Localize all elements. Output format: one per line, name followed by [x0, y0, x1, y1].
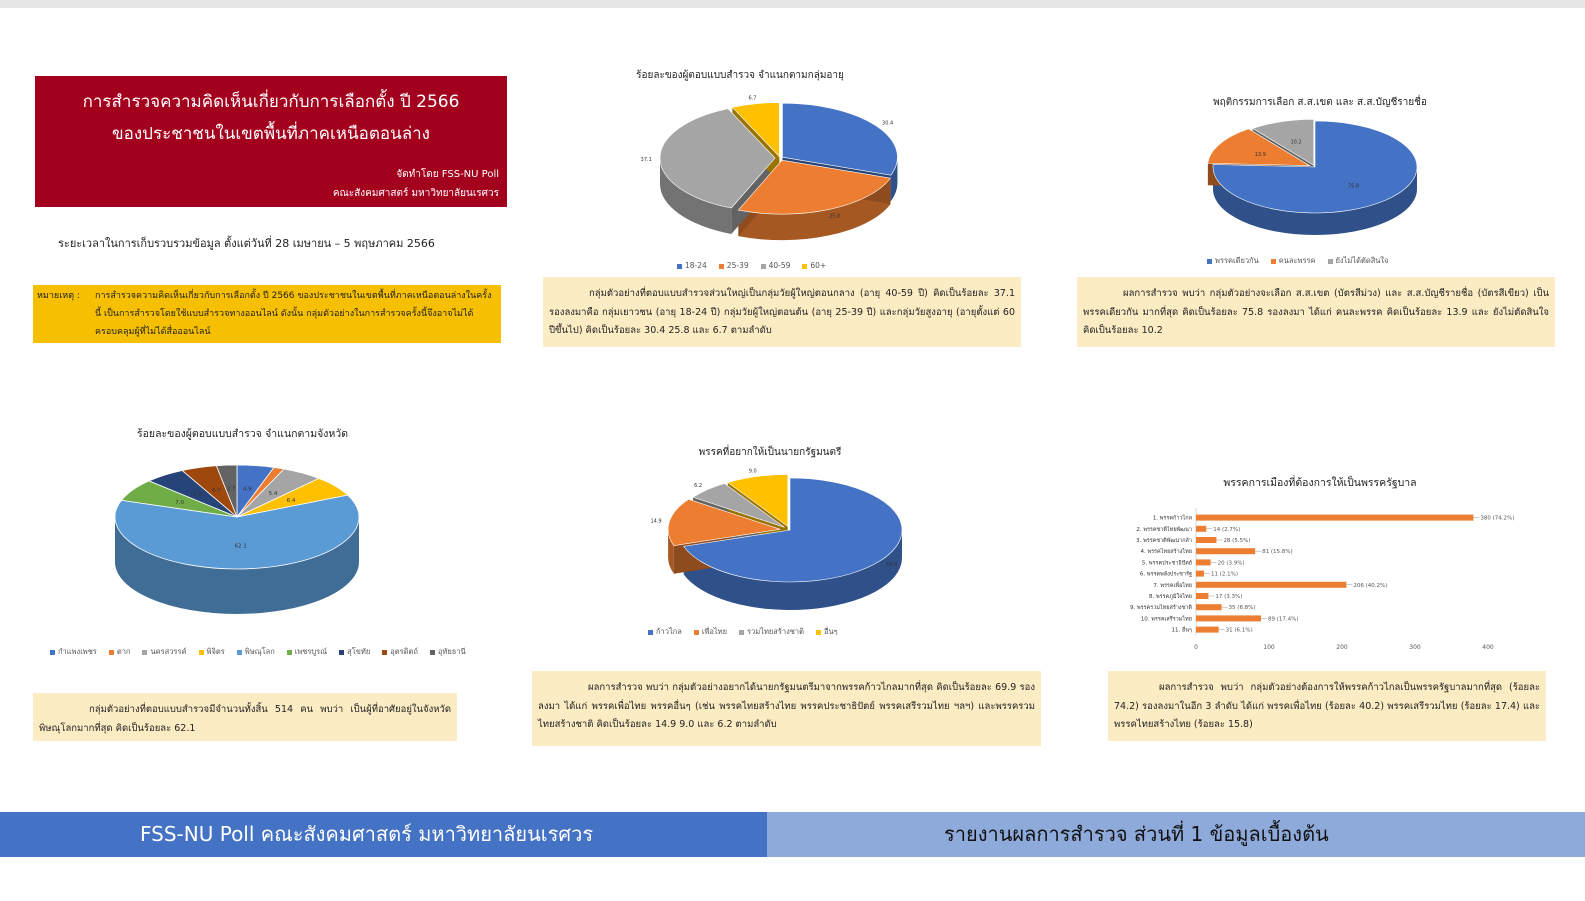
age-legend-swatch-0: [677, 264, 682, 269]
province-label-8: 2.7: [226, 486, 236, 493]
age-legend-swatch-3: [802, 264, 807, 269]
province-legend-item-0: [50, 647, 97, 656]
note-box: [33, 285, 501, 343]
pm-legend-label-1: เพื่อไทย: [701, 627, 727, 636]
age-legend-item-2: [761, 261, 791, 270]
chart-title-gov: พรรคการเมืองที่ต้องการให้เป็นพรรครัฐบาล: [1223, 477, 1417, 489]
province-legend-label-2: นครสวรรค์: [150, 647, 187, 656]
description-province: กลุ่มตัวอย่างที่ตอบแบบสำรวจมีจำนวนทั้งสิ้น 514 คน พบว่า เป็นผู้ที่อาศัยอยู่ในจังหวัดพิษณุโลกมากที่สุด คิดเป็นร้อยละ 62.1: [33, 693, 457, 741]
behavior-label-2: 10.2: [1290, 139, 1302, 146]
gov-category-7: 8. พรรคภูมิใจไทย: [1149, 594, 1192, 600]
age-legend-label-2: 40-59: [768, 261, 791, 270]
footer-left: [0, 812, 767, 857]
age-legend-swatch-1: [719, 264, 724, 269]
legend-behavior: [1207, 255, 1400, 267]
province-pie-top: [115, 465, 359, 569]
gov-bar-6: [1196, 582, 1346, 588]
province-legend-label-1: ตาก: [116, 647, 131, 656]
province-legend-swatch-4: [237, 650, 242, 655]
footer-left-text: FSS-NU Poll คณะสังคมศาสตร์ มหาวิทยาลัยนเรศวร: [140, 822, 594, 846]
gov-value-label-3: 81 (15.8%): [1262, 549, 1293, 556]
province-legend-label-6: สุโขทัย: [347, 647, 371, 656]
province-legend-swatch-6: [339, 650, 344, 655]
behavior-legend-swatch-1: [1271, 259, 1276, 264]
behavior-label-1: 13.9: [1254, 151, 1266, 158]
age-legend-swatch-2: [761, 264, 766, 269]
gov-category-8: 9. พรรครวมไทยสร้างชาติ: [1130, 605, 1192, 612]
gov-value-label-6: 206 (40.2%): [1353, 582, 1388, 589]
organizer-line1: จัดทำโดย FSS-NU Poll: [396, 169, 499, 180]
pm-legend-swatch-3: [816, 630, 821, 635]
behavior-legend-label-1: คนละพรรค: [1278, 256, 1316, 265]
legend-age: [677, 261, 838, 270]
gov-xtick-3: 300: [1409, 644, 1421, 652]
province-legend-label-5: เพชรบูรณ์: [294, 647, 328, 656]
behavior-legend-swatch-2: [1328, 259, 1333, 264]
chart-title-behavior: พฤติกรรมการเลือก ส.ส.เขต และ ส.ส.บัญชีรายชื่อ: [1213, 97, 1427, 108]
gov-value-label-7: 17 (3.3%): [1215, 594, 1243, 600]
age-legend-label-0: 18-24: [685, 261, 707, 270]
gov-bar-4: [1196, 559, 1211, 565]
pm-label-1: 14.9: [650, 518, 662, 525]
age-label-0: 30.4: [882, 120, 894, 127]
pm-label-3: 9.0: [748, 468, 757, 475]
pm-legend-swatch-1: [694, 630, 699, 635]
pm-label-0: 69.9: [886, 562, 898, 569]
pm-legend-swatch-2: [739, 630, 744, 635]
age-legend-label-1: 25-39: [726, 261, 749, 270]
note-text: การสำรวจความคิดเห็นเกี่ยวกับการเลือกตั้ง ปี 2566 ของประชาชนในเขตพื้นที่ภาคเหนือตอนล่างในครั้งนี้ เป็นการสำรวจโดยใช้แบบสำรวจทางออนไลน์ ดังนั้น กลุ่มตัวอย่างในการสำรวจครั้งนี้จึงอาจไม่ได้ครอบคลุมผู้ที่ไม่ได้สื่อออนไลน์: [95, 291, 492, 337]
gov-category-5: 6. พรรคพลังประชารัฐ: [1139, 571, 1192, 578]
age-pie-chart: [640, 88, 920, 253]
province-legend-swatch-7: [382, 650, 387, 655]
age-legend-item-1: [719, 261, 749, 270]
behavior-legend-item-2: [1328, 256, 1389, 265]
province-label-5: 7.0: [175, 500, 185, 507]
behavior-legend-swatch-0: [1207, 259, 1212, 264]
survey-period: ระยะเวลาในการเก็บรวบรวมข้อมูล ตั้งแต่วันที่ 28 เมษายน – 5 พฤษภาคม 2566: [58, 237, 435, 250]
gov-bar-chart: [1100, 500, 1550, 652]
province-legend-item-1: [109, 647, 131, 656]
gov-value-label-10: 31 (6.1%): [1225, 627, 1253, 634]
gov-bar-3: [1196, 548, 1255, 554]
age-legend-label-3: 60+: [810, 261, 827, 270]
behavior-legend-label-0: พรรคเดียวกัน: [1215, 256, 1259, 265]
gov-category-9: 10. พรรคเสรีรวมไทย: [1140, 616, 1192, 623]
age-legend-item-0: [677, 261, 707, 270]
behavior-legend-label-2: ยังไม่ได้ตัดสินใจ: [1335, 256, 1389, 265]
legend-pm: [648, 626, 850, 638]
province-legend-swatch-1: [109, 650, 114, 655]
province-legend-label-3: พิจิตร: [206, 647, 225, 656]
province-legend-swatch-0: [50, 650, 55, 655]
province-legend-swatch-2: [142, 650, 147, 655]
gov-value-label-2: 28 (5.5%): [1223, 538, 1251, 544]
pm-legend-label-2: รวมไทยสร้างชาติ: [747, 627, 804, 636]
gov-bar-7: [1196, 593, 1208, 599]
province-legend-label-4: พิษณุโลก: [244, 647, 275, 656]
footer-right: [767, 812, 1585, 857]
gov-category-2: 3. พรรคชาติพัฒนากล้า: [1136, 538, 1192, 544]
behavior-legend-item-1: [1271, 256, 1316, 265]
province-legend-item-5: [287, 647, 327, 656]
description-pm: ผลการสำรวจ พบว่า กลุ่มตัวอย่างอยากได้นายกรัฐมนตรีมาจากพรรคก้าวไกลมากที่สุด คิดเป็นร้อยละ 69.9 รองลงมา ได้แก่ พรรคเพื่อไทย พรรคอื่นๆ (เช่น พรรคไทยสร้างไทย พรรคประชาธิปัตย์ พรรคเสรีรวมไทย ฯลฯ) และพรรครวมไทยสร้างชาติ คิดเป็นร้อยละ 14.9 9.0 และ 6.2 ตามลำดับ: [532, 671, 1041, 746]
gov-bar-10: [1196, 627, 1219, 633]
pm-legend-swatch-0: [648, 630, 653, 635]
province-legend-item-4: [237, 647, 275, 656]
gov-category-3: 4. พรรคไทยสร้างไทย: [1140, 549, 1192, 556]
top-bar: [0, 0, 1585, 8]
province-label-2: 5.4: [268, 490, 278, 497]
chart-title-pm: พรรคที่อยากให้เป็นนายกรัฐมนตรี: [698, 447, 842, 458]
pm-legend-item-3: [816, 627, 838, 636]
chart-title-province: ร้อยละของผู้ตอบแบบสำรวจ จำแนกตามจังหวัด: [136, 428, 349, 440]
behavior-label-0: 75.8: [1347, 183, 1360, 190]
description-age: กลุ่มตัวอย่างที่ตอบแบบสำรวจส่วนใหญ่เป็นกลุ่มวัยผู้ใหญ่ตอนกลาง (อายุ 40-59 ปี) คิดเป็นร้อยละ 37.1 รองลงมาคือ กลุ่มเยาวชน (อายุ 18-24 ปี) กลุ่มวัยผู้ใหญ่ตอนต้น (อายุ 25-39 ปี) และกลุ่มวัยสูงอายุ (อายุตั้งแต่ 60 ปีขึ้นไป) คิดเป็นร้อยละ 30.4 25.8 และ 6.7 ตามลำดับ: [543, 277, 1021, 347]
age-label-3: 6.7: [748, 95, 757, 102]
gov-bar-2: [1196, 537, 1216, 543]
pm-legend-label-3: อื่นๆ: [823, 627, 838, 636]
gov-xtick-0: 0: [1194, 644, 1198, 652]
gov-category-6: 7. พรรคเพื่อไทย: [1153, 582, 1192, 589]
legend-province: [50, 646, 478, 658]
gov-bar-5: [1196, 571, 1204, 577]
province-label-6: 5.4: [192, 491, 202, 498]
pm-label-2: 6.2: [694, 483, 703, 490]
pm-pie-chart: [630, 460, 930, 620]
province-legend-item-7: [382, 647, 418, 656]
gov-category-10: 11. อื่นๆ: [1171, 627, 1192, 634]
report-title-box: [35, 76, 507, 207]
province-legend-swatch-3: [199, 650, 204, 655]
gov-xtick-1: 100: [1263, 644, 1275, 652]
age-label-2: 37.1: [640, 156, 652, 163]
gov-x-ticks: [1194, 644, 1494, 651]
province-legend-label-0: กำแพงเพชร: [58, 647, 97, 656]
province-legend-item-8: [430, 647, 466, 656]
description-behavior: ผลการสำรวจ พบว่า กลุ่มตัวอย่างจะเลือก ส.ส.เขต (บัตรสีม่วง) และ ส.ส.บัญชีรายชื่อ (บัตรสีเขียว) เป็น พรรคเดียวกัน มากที่สุด คิดเป็นร้อยละ 75.8 รองลงมา ได้แก่ คนละพรรค คิดเป็นร้อยละ 13.9 และ ยังไม่ตัดสินใจ คิดเป็นร้อยละ 10.2: [1077, 277, 1555, 347]
description-gov: ผลการสำรวจ พบว่า กลุ่มตัวอย่างต้องการให้พรรคก้าวไกลเป็นพรรครัฐบาลมากที่สุด (ร้อยละ 74.2) รองลงมาในอีก 3 ลำดับ ได้แก่ พรรคเพื่อไทย (ร้อยละ 40.2) พรรคเสรีรวมไทย (ร้อยละ 17.4) และ พรรคไทยสร้างไทย (ร้อยละ 15.8): [1108, 671, 1546, 741]
report-title-line2: ของประชาชนในเขตพื้นที่ภาคเหนือตอนล่าง: [112, 124, 430, 144]
pm-legend-item-2: [739, 627, 804, 636]
gov-category-4: 5. พรรคประชาธิปัตย์: [1141, 560, 1192, 567]
province-label-4: 62.1: [234, 543, 247, 550]
behavior-pie-chart: [1190, 112, 1440, 250]
gov-category-1: 2. พรรคชาติไทยพัฒนา: [1136, 526, 1192, 533]
footer-right-text: รายงานผลการสำรวจ ส่วนที่ 1 ข้อมูลเบื้องต้น: [944, 822, 1329, 846]
gov-bars: [1130, 515, 1514, 634]
province-legend-item-2: [142, 647, 186, 656]
pm-legend-item-1: [694, 627, 727, 636]
pm-legend-item-0: [648, 627, 682, 636]
gov-bar-9: [1196, 615, 1261, 621]
pm-legend-label-0: ก้าวไกล: [656, 627, 682, 636]
province-legend-label-8: อุทัยธานี: [437, 647, 466, 656]
behavior-legend-item-0: [1207, 256, 1259, 265]
organizer-line2: คณะสังคมศาสตร์ มหาวิทยาลัยนเรศวร: [332, 188, 499, 199]
province-legend-swatch-8: [430, 650, 435, 655]
gov-value-label-8: 35 (6.8%): [1228, 605, 1256, 612]
gov-bar-1: [1196, 526, 1206, 532]
province-pie-chart: [100, 455, 380, 640]
province-label-0: 4.9: [242, 486, 252, 493]
age-legend-item-3: [802, 261, 826, 270]
province-label-7: 4.7: [211, 487, 221, 494]
gov-category-0: 1. พรรคก้าวไกล: [1152, 515, 1192, 522]
province-label-3: 6.4: [286, 498, 296, 505]
gov-value-label-1: 14 (2.7%): [1213, 526, 1241, 533]
gov-xtick-4: 400: [1482, 644, 1494, 652]
report-title-line1: การสำรวจความคิดเห็นเกี่ยวกับการเลือกตั้ง ปี 2566: [82, 92, 460, 112]
gov-bar-0: [1196, 515, 1473, 521]
gov-xtick-2: 200: [1336, 644, 1348, 652]
gov-value-label-0: 380 (74.2%): [1480, 515, 1515, 522]
chart-title-age: ร้อยละของผู้ตอบแบบสำรวจ จำแนกตามกลุ่มอายุ: [636, 70, 844, 81]
gov-value-label-9: 89 (17.4%): [1267, 616, 1299, 623]
note-label: หมายเหตุ :: [37, 291, 80, 301]
province-legend-item-3: [199, 647, 225, 656]
province-legend-label-7: อุตรดิตถ์: [390, 647, 418, 656]
gov-value-label-5: 11 (2.1%): [1211, 571, 1239, 578]
age-label-1: 25.8: [829, 213, 841, 220]
province-legend-swatch-5: [287, 650, 292, 655]
province-legend-item-6: [339, 647, 370, 656]
gov-value-label-4: 20 (3.9%): [1217, 560, 1245, 567]
gov-bar-8: [1196, 604, 1222, 610]
